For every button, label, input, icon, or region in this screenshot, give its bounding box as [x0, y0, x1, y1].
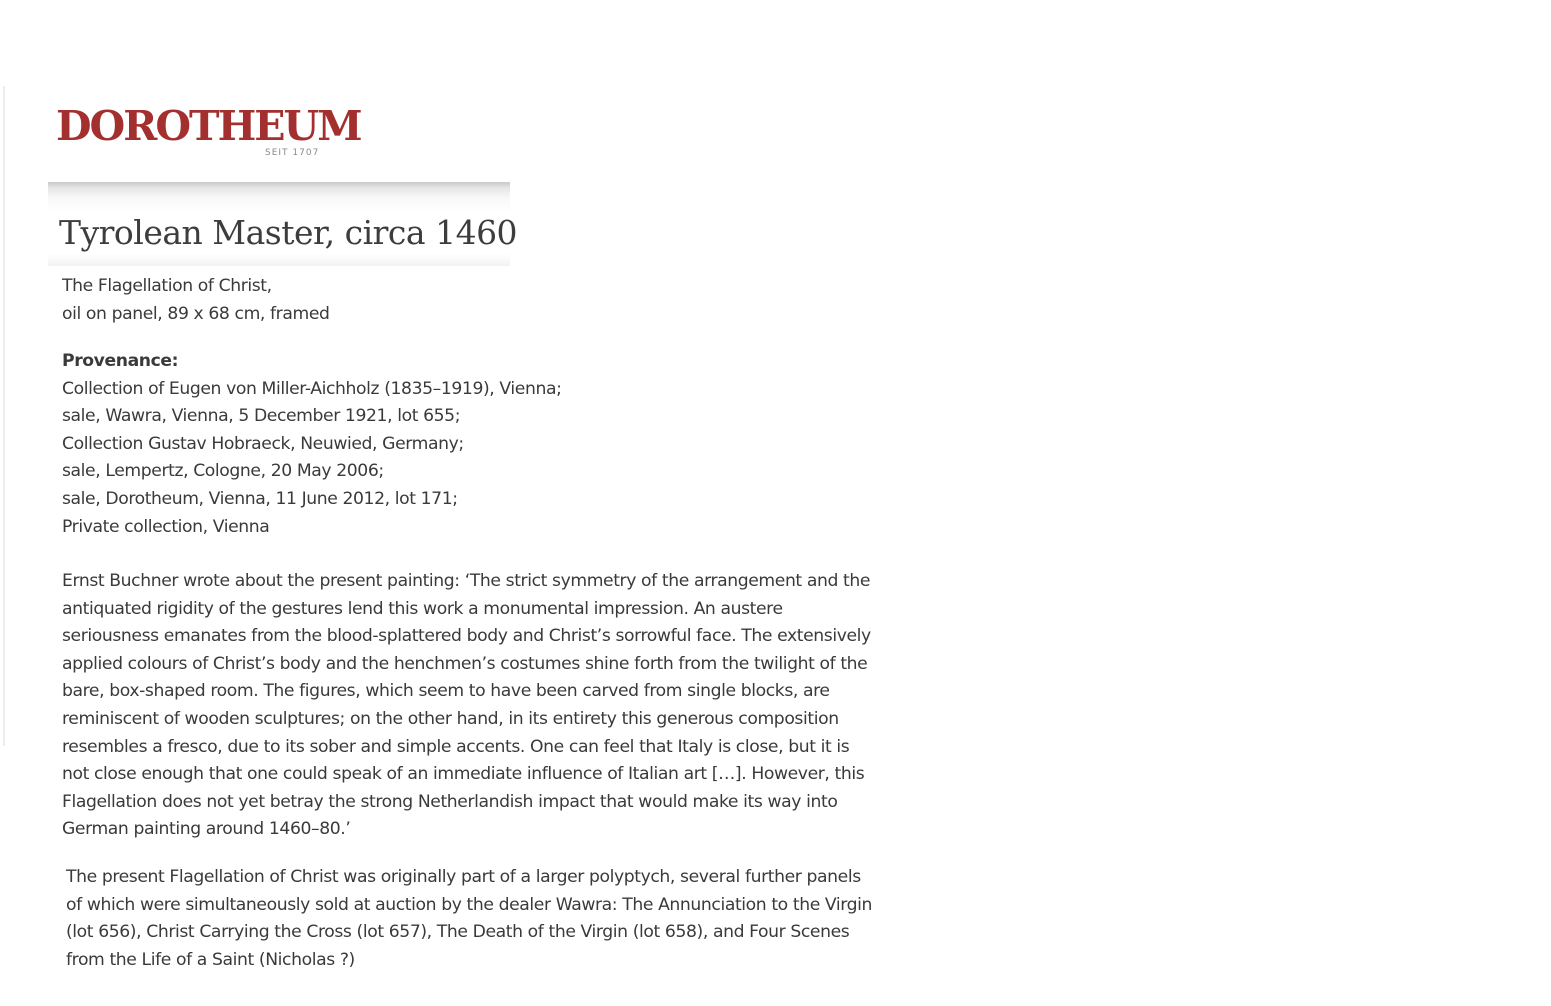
paragraph-line: antiquated rigidity of the gestures lend this work a monumental impression. An austere: [62, 598, 783, 619]
provenance-heading: Provenance:: [62, 351, 179, 371]
lot-subtitle: [62, 273, 330, 328]
logo-tagline: SEIT 1707: [265, 148, 320, 158]
subtitle-line: The Flagellation of Christ,: [62, 276, 272, 296]
paragraph-line: of which were simultaneously sold at auction by the dealer Wawra: The Annunciation to the Virgin: [66, 894, 873, 915]
subtitle-line: oil on panel, 89 x 68 cm, framed: [62, 303, 330, 324]
provenance-line: Private collection, Vienna: [62, 516, 270, 537]
paragraph-line: resembles a fresco, due to its sober and simple accents. One can feel that Italy is close, but it is: [62, 736, 850, 757]
logo-wordmark: DOROTHEUM: [56, 102, 361, 150]
provenance-line: Collection of Eugen von Miller-Aichholz (1835–1919), Vienna;: [62, 378, 562, 399]
paragraph-line: bare, box-shaped room. The figures, which seem to have been carved from single blocks, are: [62, 681, 830, 702]
polyptych-paragraph: [66, 864, 872, 974]
paragraph-line: (lot 656), Christ Carrying the Cross (lot 657), The Death of the Virgin (lot 658), and Four Scenes: [66, 922, 850, 943]
paragraph-line: The present Flagellation of Christ was originally part of a larger polyptych, several further panels: [66, 867, 861, 887]
paragraph-line: Ernst Buchner wrote about the present painting: ‘The strict symmetry of the arrangement and the: [62, 571, 871, 591]
paragraph-line: from the Life of a Saint (Nicholas ?): [66, 949, 355, 970]
lot-title: Tyrolean Master, circa 1460: [59, 213, 518, 252]
paragraph-line: seriousness emanates from the blood-splattered body and Christ’s sorrowful face. The extensively: [62, 626, 871, 647]
paragraph-line: German painting around 1460–80.’: [62, 819, 351, 840]
paragraph-line: not close enough that one could speak of an immediate influence of Italian art […]. However, this: [62, 764, 865, 785]
paragraph-line: Flagellation does not yet betray the strong Netherlandish impact that would make its way into: [62, 791, 838, 812]
dorotheum-logo[interactable]: [56, 102, 361, 158]
left-divider: [3, 86, 5, 746]
provenance-line: Collection Gustav Hobraeck, Neuwied, Germany;: [62, 433, 464, 454]
provenance-line: sale, Lempertz, Cologne, 20 May 2006;: [62, 461, 384, 482]
provenance-line: sale, Dorotheum, Vienna, 11 June 2012, lot 171;: [62, 488, 458, 509]
buchner-quote-paragraph: [62, 568, 871, 844]
provenance-line: sale, Wawra, Vienna, 5 December 1921, lot 655;: [62, 406, 461, 427]
paragraph-line: applied colours of Christ’s body and the henchmen’s costumes shine forth from the twilight of the: [62, 653, 868, 674]
paragraph-line: reminiscent of wooden sculptures; on the other hand, in its entirety this generous composition: [62, 708, 839, 729]
provenance-section: [62, 348, 561, 541]
